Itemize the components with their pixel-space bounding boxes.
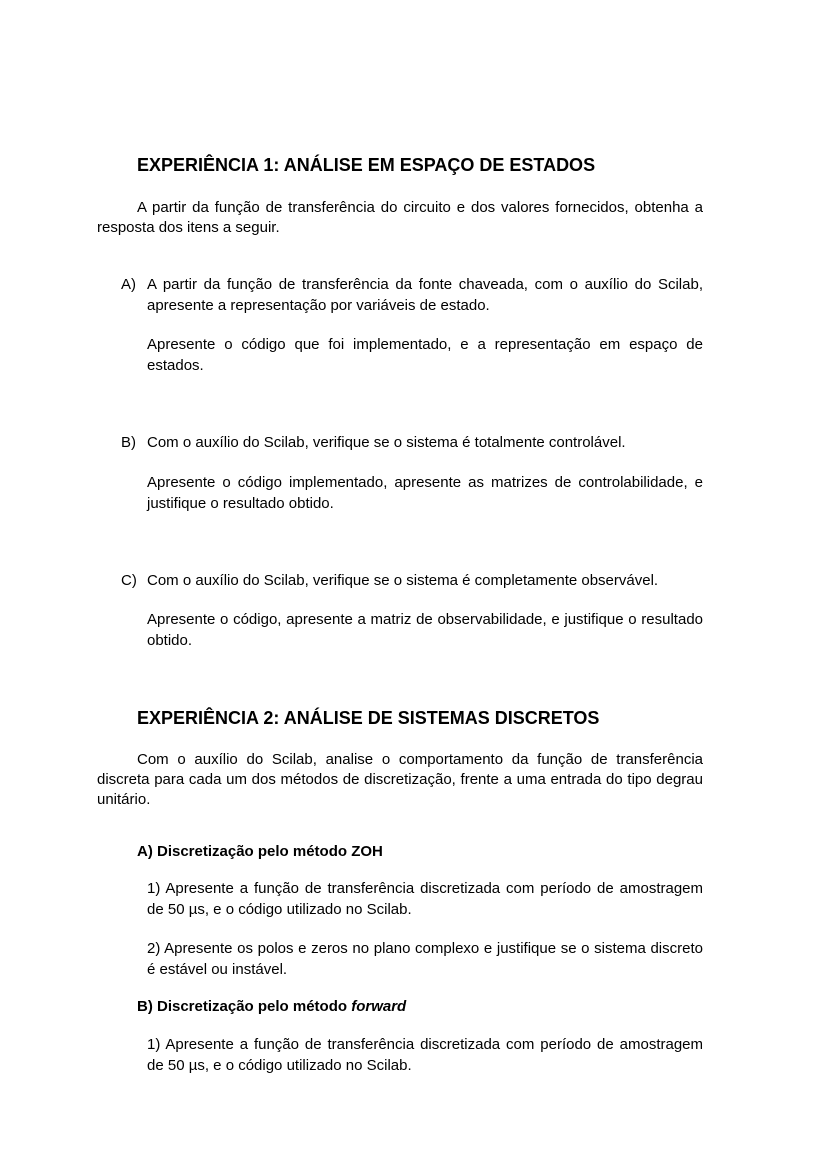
exp2-intro: Com o auxílio do Scilab, analise o comportamento da função de transferência discreta para cada um dos métodos de discretização, frente a uma entrada do tipo degrau unitário. (97, 751, 703, 808)
exp1-item-c-detail: Apresente o código, apresente a matriz de observabilidade, e justifique o resultado obtido. (147, 611, 703, 649)
exp1-title: EXPERIÊNCIA 1: ANÁLISE EM ESPAÇO DE ESTADOS (137, 155, 596, 175)
exp1-item-a-letter: A) (121, 276, 136, 293)
exp1-item-b-detail: Apresente o código implementado, apresente as matrizes de controlabilidade, e justifique o resultado obtido. (147, 474, 703, 512)
exp1-item-a-text: A partir da função de transferência da fonte chaveada, com o auxílio do Scilab, apresente a representação por variáveis de estado. (147, 276, 703, 314)
exp2-section-b-heading-emph: forward (351, 998, 407, 1015)
exp2-section-b-heading (137, 998, 406, 1015)
exp2-section-a-item-2: 2) Apresente os polos e zeros no plano complexo e justifique se o sistema discreto é estável ou instável. (147, 940, 703, 978)
exp2-section-b-heading-prefix: B) Discretização pelo método (137, 998, 352, 1015)
exp1-intro: A partir da função de transferência do circuito e dos valores fornecidos, obtenha a resposta dos itens a seguir. (97, 199, 703, 236)
exp2-title: EXPERIÊNCIA 2: ANÁLISE DE SISTEMAS DISCRETOS (137, 708, 600, 728)
exp2-section-a-item-1: 1) Apresente a função de transferência discretizada com período de amostragem de 50 µs, e o código utilizado no Scilab. (147, 880, 703, 918)
exp2-section-a-heading: A) Discretização pelo método ZOH (137, 843, 383, 860)
exp1-item-b-letter: B) (121, 434, 136, 451)
exp1-item-a-detail: Apresente o código que foi implementado, e a representação em espaço de estados. (147, 336, 703, 374)
exp2-section-b-item-1: 1) Apresente a função de transferência discretizada com período de amostragem de 50 µs, e o código utilizado no Scilab. (147, 1036, 703, 1074)
exp1-item-b-text: Com o auxílio do Scilab, verifique se o sistema é totalmente controlável. (147, 434, 626, 451)
exp1-item-c-text: Com o auxílio do Scilab, verifique se o sistema é completamente observável. (147, 572, 659, 589)
exp1-item-c-letter: C) (121, 572, 137, 589)
